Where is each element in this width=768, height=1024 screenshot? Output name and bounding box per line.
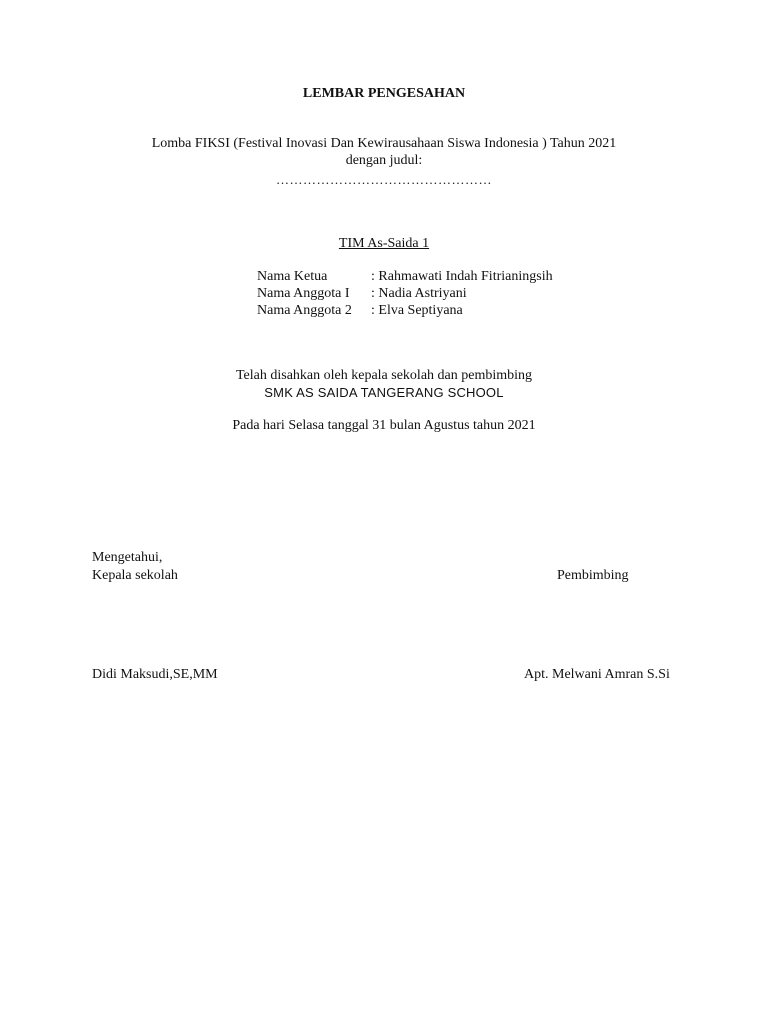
head-signatory-name: Didi Maksudi,SE,MM (92, 667, 218, 682)
approval-date: Pada hari Selasa tanggal 31 bulan Agustus tahun 2021 (232, 418, 536, 433)
member-row-member-2 (257, 302, 553, 319)
approval-text: Telah disahkan oleh kepala sekolah dan pembimbing (235, 368, 533, 383)
mentor-signatory-name: Apt. Melwani Amran S.Si (524, 667, 670, 682)
school-name: SMK AS SAIDA TANGERANG SCHOOL (264, 385, 504, 400)
title-placeholder: ………………………………………… (276, 172, 492, 187)
member-label: Nama Anggota 2 (257, 303, 352, 318)
title-intro: dengan judul: (345, 153, 423, 168)
member-value: : Elva Septiyana (371, 303, 463, 318)
member-label: Nama Ketua (257, 269, 328, 284)
document-title: LEMBAR PENGESAHAN (302, 86, 466, 101)
members-list (257, 268, 553, 319)
member-row-member-1 (257, 285, 553, 302)
acknowledged-label: Mengetahui, (92, 550, 163, 565)
competition-line: Lomba FIKSI (Festival Inovasi Dan Kewirausahaan Siswa Indonesia ) Tahun 2021 (151, 136, 617, 151)
member-value: : Nadia Astriyani (371, 286, 467, 301)
member-label: Nama Anggota I (257, 286, 350, 301)
member-value: : Rahmawati Indah Fitrianingsih (371, 269, 553, 284)
head-label: Kepala sekolah (92, 568, 178, 583)
member-row-leader (257, 268, 553, 285)
mentor-label: Pembimbing (557, 568, 629, 583)
team-name: TIM As-Saida 1 (338, 236, 430, 251)
